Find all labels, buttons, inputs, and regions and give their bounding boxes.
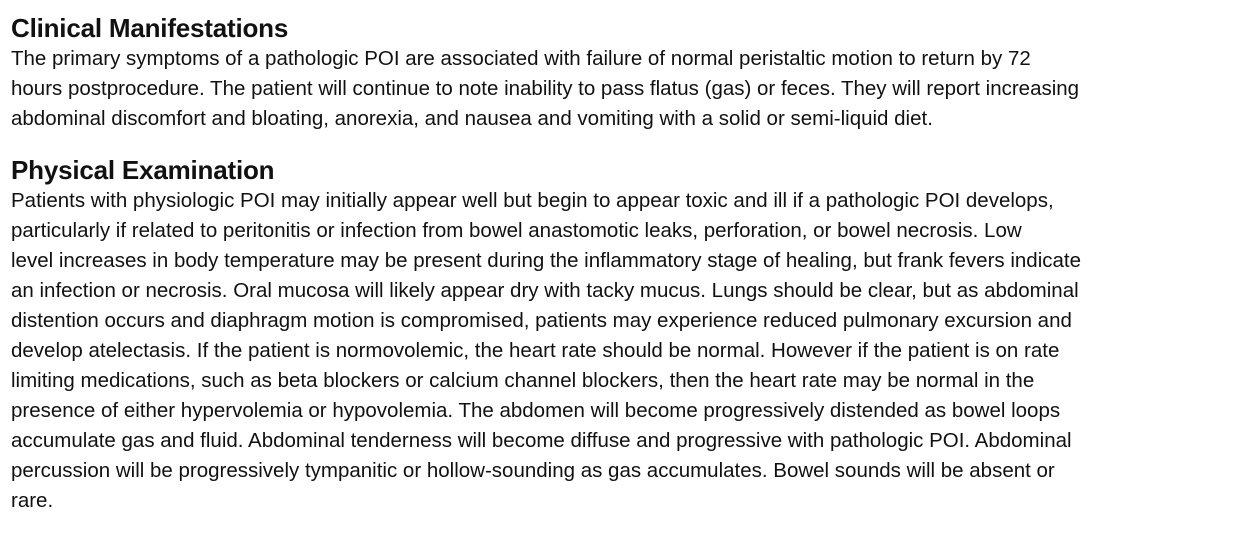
text-line: Patients with physiologic POI may initially appear well but begin to appear toxic and ill if a pathologic POI develops, — [11, 189, 1054, 212]
section-heading: Clinical Manifestations — [11, 13, 289, 43]
physical-examination-section — [11, 154, 1227, 516]
text-line: accumulate gas and fluid. Abdominal tenderness will become diffuse and progressive with pathologic POI. Abdominal — [11, 429, 1072, 452]
text-line: develop atelectasis. If the patient is normovolemic, the heart rate should be normal. However if the patient is on rate — [11, 339, 1060, 362]
text-line: level increases in body temperature may be present during the inflammatory stage of healing, but frank fevers indicate — [11, 249, 1081, 272]
section-heading: Physical Examination — [11, 155, 275, 185]
clinical-manifestations-section — [11, 12, 1227, 134]
paragraph — [11, 186, 1227, 516]
text-line: abdominal discomfort and bloating, anorexia, and nausea and vomiting with a solid or semi-liquid diet. — [11, 107, 933, 130]
text-line: The primary symptoms of a pathologic POI are associated with failure of normal peristaltic motion to return by 72 — [11, 47, 1031, 70]
text-line: hours postprocedure. The patient will continue to note inability to pass flatus (gas) or feces. They will report increasing — [11, 77, 1080, 100]
text-line: presence of either hypervolemia or hypovolemia. The abdomen will become progressively distended as bowel loops — [11, 399, 1061, 422]
text-line: an infection or necrosis. Oral mucosa will likely appear dry with tacky mucus. Lungs should be clear, but as abdominal — [11, 279, 1079, 302]
text-line: particularly if related to peritonitis or infection from bowel anastomotic leaks, perforation, or bowel necrosis. Low — [11, 219, 1022, 242]
text-line: rare. — [11, 489, 54, 512]
paragraph — [11, 44, 1227, 134]
document-page — [11, 12, 1227, 516]
text-line: distention occurs and diaphragm motion is compromised, patients may experience reduced pulmonary excursion and — [11, 309, 1072, 332]
text-line: limiting medications, such as beta blockers or calcium channel blockers, then the heart rate may be normal in the — [11, 369, 1035, 392]
text-line: percussion will be progressively tympanitic or hollow-sounding as gas accumulates. Bowel sounds will be absent or — [11, 459, 1055, 482]
